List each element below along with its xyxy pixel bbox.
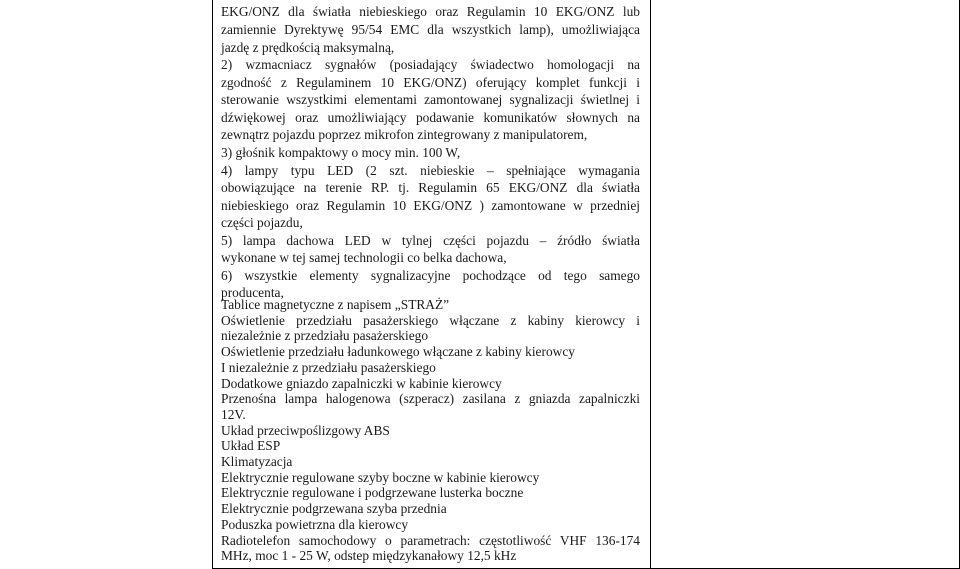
spec-line: 3) głośnik kompaktowy o mocy min. 100 W, (221, 145, 461, 160)
spec-line: 6) wszystkie elementy sygnalizacyjne pochodzące od tego samego (221, 268, 640, 283)
spec-line: Układ ESP (221, 438, 281, 454)
spec-line: obowiązujące na terenie RP. tj. Regulamin 65 EKG/ONZ dla światła (221, 180, 640, 195)
spec-line: Dodatkowe gniazdo zapalniczki w kabinie kierowcy (221, 375, 502, 391)
spec-line: Radiotelefon samochodowy o parametrach: częstotliwość VHF 136-174 (221, 532, 640, 548)
spec-line: zamiennie Dyrektywę 95/54 EMC dla wszystkich lamp), umożliwiająca (221, 22, 640, 37)
spec-line: Elektrycznie podgrzewana szyba przednia (221, 501, 447, 517)
spec-line: Elektrycznie regulowane szyby boczne w kabinie kierowcy (221, 469, 540, 485)
table-column-divider (650, 0, 651, 569)
spec-line: MHz, moc 1 - 25 W, odstep międzykanałowy 12,5 kHz (221, 548, 517, 564)
spec-line: Klimatyzacja (221, 454, 293, 469)
spec-line: zgodność z Regulaminem 10 EKG/ONZ) oferujący komplet funkcji i (221, 75, 640, 90)
spec-line: EKG/ONZ dla światła niebieskiego oraz Regulamin 10 EKG/ONZ lub (221, 4, 640, 19)
spec-line: Tablice magnetyczne z napisem „STRAŻ” (221, 297, 450, 312)
spec-line: 12V. (221, 406, 246, 422)
spec-line: wykonane w tej samej technologii co belka dachowa, (221, 250, 507, 265)
spec-line: Przenośna lampa halogenowa (szperacz) zasilana z gniazda zapalniczki (221, 391, 640, 407)
spec-line: 5) lampa dachowa LED w tylnej części pojazdu – źródło światła (221, 233, 640, 248)
spec-line: jazdę z prędkością maksymalną, (221, 40, 395, 55)
spec-line: 4) lampy typu LED (2 szt. niebieskie – spełniające wymagania (221, 163, 640, 178)
spec-line: Elektrycznie regulowane i podgrzewane lusterka boczne (221, 485, 524, 501)
table-border-left (212, 0, 213, 569)
spec-line: niezależnie z przedziału pasażerskiego (221, 328, 429, 344)
spec-line: Oświetlenie przedziału pasażerskiego włączane z kabiny kierowcy i (221, 312, 640, 328)
spec-line: części pojazdu, (221, 215, 303, 230)
spec-line: zewnątrz pojazdu poprzez mikrofon zintegrowany z manipulatorem, (221, 127, 588, 142)
spec-line: dźwiękowej oraz umożliwiający podawanie komunikatów słownych na (221, 110, 640, 125)
spec-line: niebieskiego oraz Regulamin 10 EKG/ONZ ) zamontowane w przedniej (221, 198, 640, 213)
spec-line: sterowanie wszystkimi elementami zamontowanej sygnalizacji świetlnej i (221, 92, 640, 107)
spec-line: I niezależnie z przedziału pasażerskiego (221, 359, 436, 375)
spec-line: Oświetlenie przedziału ładunkowego włączane z kabiny kierowcy (221, 344, 575, 360)
spec-line: Poduszka powietrzna dla kierowcy (221, 516, 409, 532)
spec-line: producenta, (221, 285, 284, 300)
spec-line: Układ przeciwpoślizgowy ABS (221, 422, 390, 438)
spec-line: 2) wzmacniacz sygnałów (posiadający świadectwo homologacji na (221, 57, 640, 72)
